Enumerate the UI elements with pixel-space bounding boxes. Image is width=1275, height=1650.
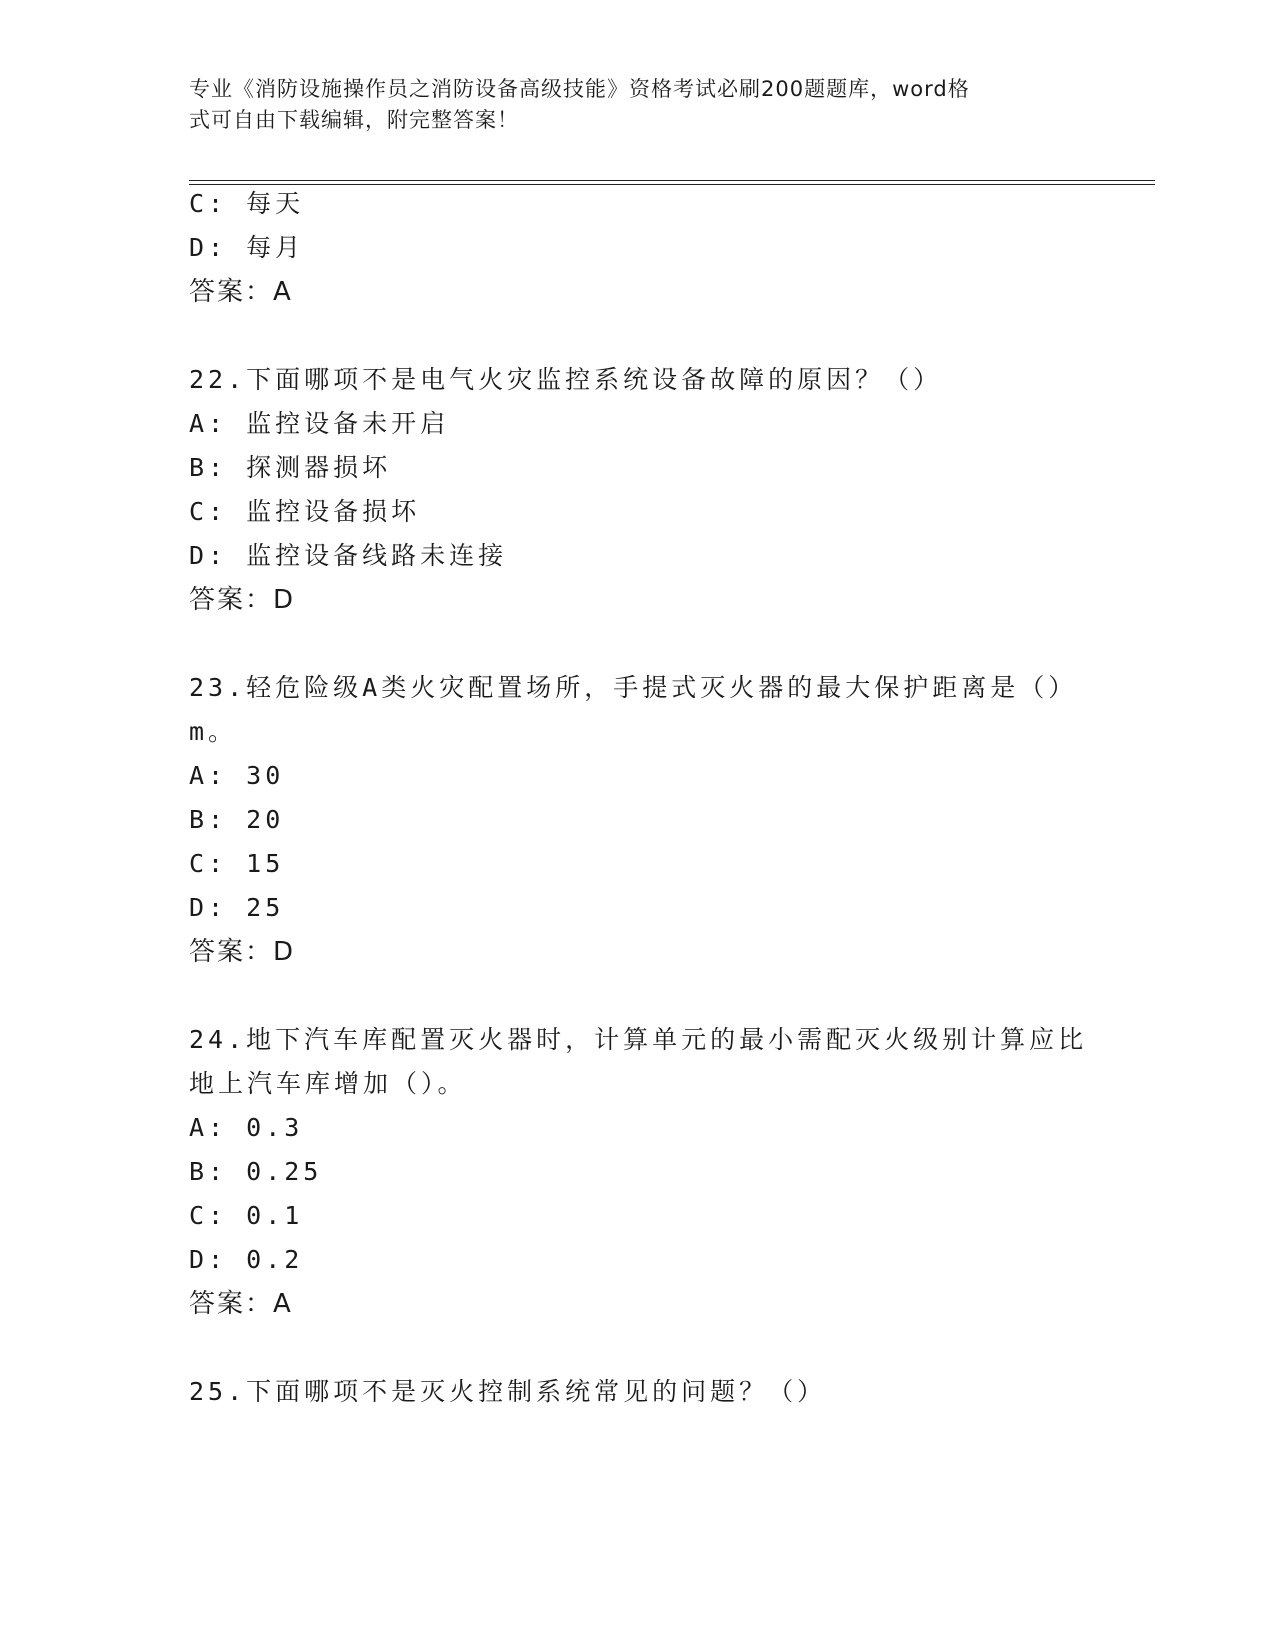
option-line: B: 探测器损坏 [189,453,392,482]
header-line-2: 式可自由下载编辑，附完整答案！ [189,108,519,132]
option-line: D: 每月 [189,233,305,262]
option-line: C: 监控设备损坏 [189,497,421,526]
question-stem-continued: 地上汽车库增加（）。 [189,1069,467,1098]
option-line: A: 0.3 [189,1113,304,1142]
answer-line: 答案：A [189,1289,293,1319]
option-line: A: 30 [189,761,285,790]
header-divider-bottom [189,184,1155,185]
question-stem: 22.下面哪项不是电气火灾监控系统设备故障的原因？（） [189,365,943,394]
question-stem: 25.下面哪项不是灭火控制系统常见的问题？（） [189,1377,827,1406]
option-line: B: 20 [189,805,285,834]
document-header [189,74,1079,136]
option-line: B: 0.25 [189,1157,323,1186]
option-line: D: 0.2 [189,1245,304,1274]
header-line-1: 专业《消防设施操作员之消防设备高级技能》资格考试必刷200题题库，word格 [189,77,970,101]
question-stem-continued: m。 [189,717,238,746]
question-stem: 23.轻危险级A类火灾配置场所，手提式灭火器的最大保护距离是（） [189,673,1078,702]
option-line: C: 0.1 [189,1201,304,1230]
answer-line: 答案：A [189,277,293,307]
option-line: D: 25 [189,893,285,922]
option-line: C: 每天 [189,189,305,218]
answer-line: 答案：D [189,585,296,615]
option-line: C: 15 [189,849,285,878]
option-line: A: 监控设备未开启 [189,409,450,438]
answer-line: 答案：D [189,937,296,967]
question-stem: 24.地下汽车库配置灭火器时，计算单元的最小需配灭火级别计算应比 [189,1025,1088,1054]
header-divider-top [189,180,1155,181]
option-line: D: 监控设备线路未连接 [189,541,508,570]
